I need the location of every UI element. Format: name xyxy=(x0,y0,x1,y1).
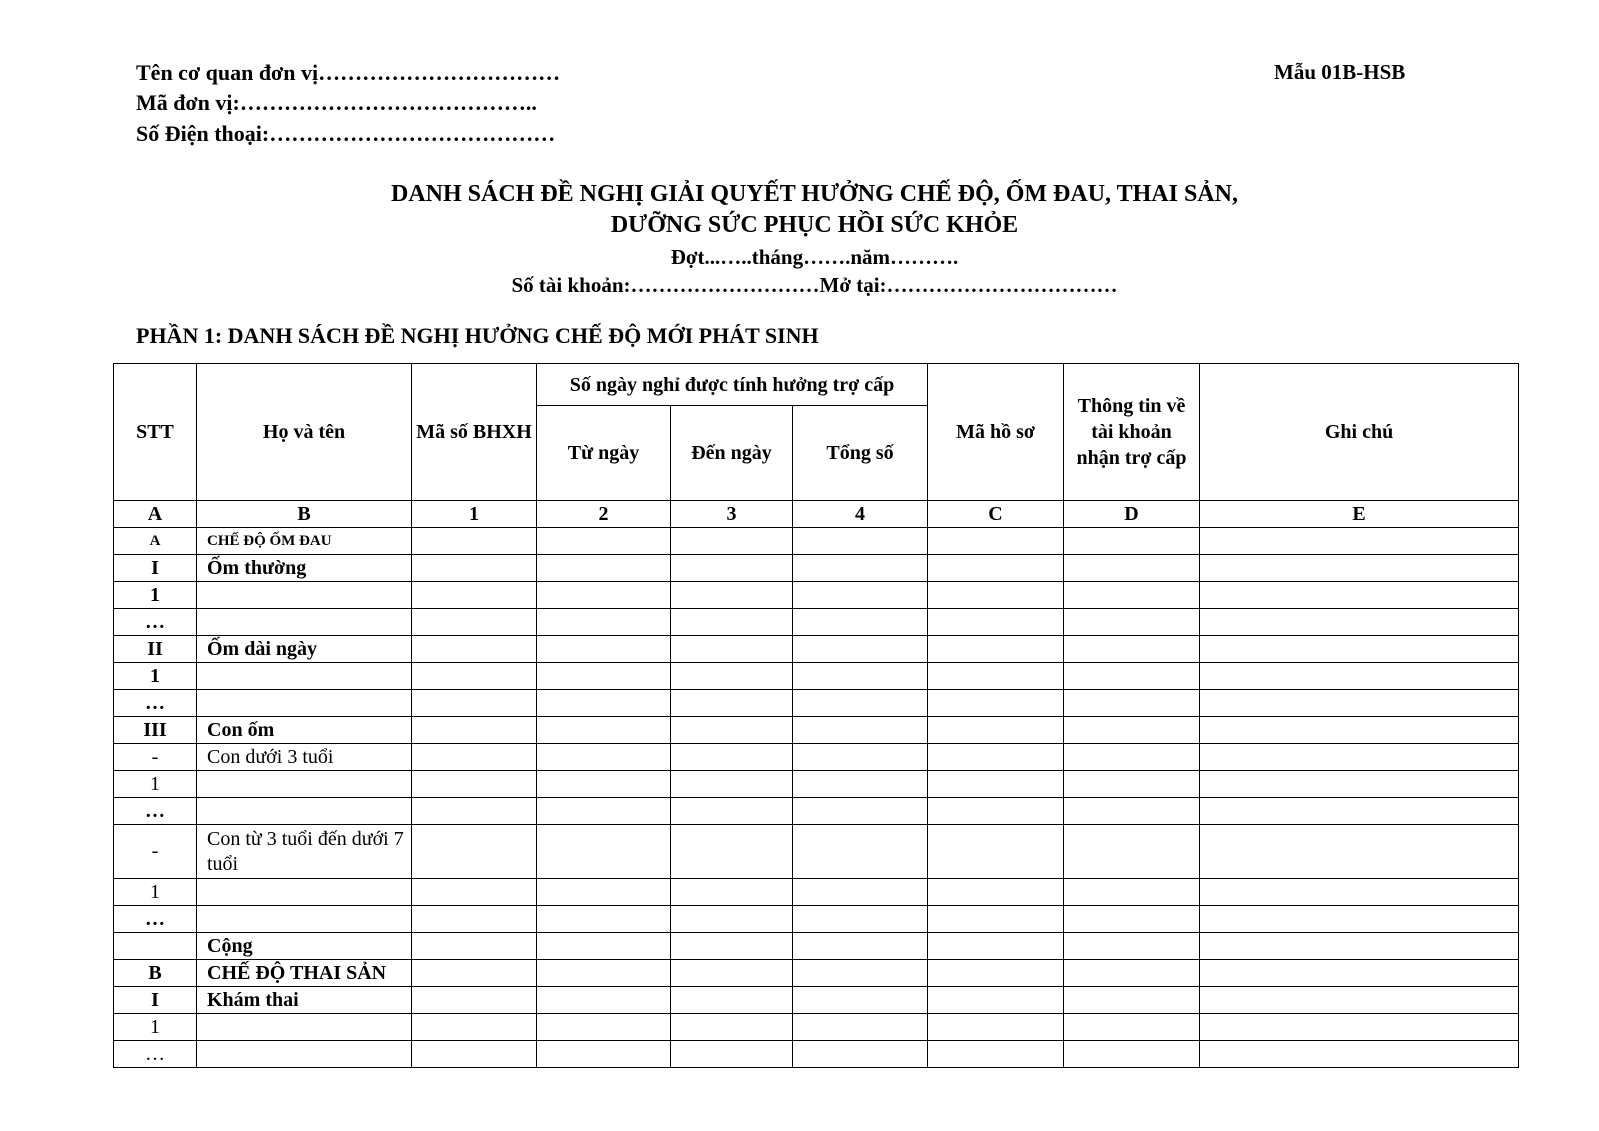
empty-cell xyxy=(793,771,928,798)
row-name: Khám thai xyxy=(197,987,412,1014)
column-letter: E xyxy=(1200,501,1519,528)
empty-cell xyxy=(1064,609,1200,636)
row-stt xyxy=(114,933,197,960)
empty-cell xyxy=(537,582,671,609)
document-title-line1: DANH SÁCH ĐỀ NGHỊ GIẢI QUYẾT HƯỞNG CHẾ ĐỘ, ỐM ĐAU, THAI SẢN, xyxy=(391,181,1238,207)
empty-cell xyxy=(671,582,793,609)
row-stt: … xyxy=(114,798,197,825)
empty-cell xyxy=(412,798,537,825)
empty-cell xyxy=(537,798,671,825)
empty-cell xyxy=(1200,636,1519,663)
row-name: Cộng xyxy=(197,933,412,960)
empty-cell xyxy=(1200,555,1519,582)
empty-cell xyxy=(928,1014,1064,1041)
header-to-date: Đến ngày xyxy=(671,406,793,501)
header-note: Ghi chú xyxy=(1200,364,1519,501)
empty-cell xyxy=(412,825,537,879)
row-stt: … xyxy=(114,1041,197,1068)
empty-cell xyxy=(671,690,793,717)
empty-cell xyxy=(412,663,537,690)
empty-cell xyxy=(1064,1041,1200,1068)
empty-cell xyxy=(1200,717,1519,744)
row-stt: 1 xyxy=(114,771,197,798)
empty-cell xyxy=(412,987,537,1014)
empty-cell xyxy=(1200,744,1519,771)
empty-cell xyxy=(537,960,671,987)
phone-line: Số Điện thoại:………………………………… xyxy=(136,121,556,146)
empty-cell xyxy=(928,528,1064,555)
empty-cell xyxy=(1064,771,1200,798)
empty-cell xyxy=(793,663,928,690)
empty-cell xyxy=(928,555,1064,582)
empty-cell xyxy=(537,690,671,717)
empty-cell xyxy=(412,906,537,933)
row-name xyxy=(197,879,412,906)
row-stt: 1 xyxy=(114,663,197,690)
header-from-date: Từ ngày xyxy=(537,406,671,501)
empty-cell xyxy=(537,609,671,636)
column-letter: A xyxy=(114,501,197,528)
empty-cell xyxy=(793,744,928,771)
row-name xyxy=(197,690,412,717)
row-name: CHẾ ĐỘ THAI SẢN xyxy=(197,960,412,987)
empty-cell xyxy=(537,933,671,960)
empty-cell xyxy=(928,771,1064,798)
empty-cell xyxy=(928,798,1064,825)
header-name: Họ và tên xyxy=(197,364,412,501)
empty-cell xyxy=(671,663,793,690)
empty-cell xyxy=(1200,609,1519,636)
empty-cell xyxy=(537,987,671,1014)
empty-cell xyxy=(928,582,1064,609)
empty-cell xyxy=(671,798,793,825)
empty-cell xyxy=(1064,582,1200,609)
row-stt: - xyxy=(114,825,197,879)
row-stt: III xyxy=(114,717,197,744)
empty-cell xyxy=(412,582,537,609)
row-name xyxy=(197,1041,412,1068)
row-name: Con ốm xyxy=(197,717,412,744)
empty-cell xyxy=(412,771,537,798)
column-letter: C xyxy=(928,501,1064,528)
empty-cell xyxy=(537,906,671,933)
empty-cell xyxy=(793,1041,928,1068)
empty-cell xyxy=(412,1014,537,1041)
empty-cell xyxy=(1064,744,1200,771)
empty-cell xyxy=(537,1014,671,1041)
empty-cell xyxy=(1064,879,1200,906)
org-name-line: Tên cơ quan đơn vị…………………………… xyxy=(136,60,561,85)
empty-cell xyxy=(1200,663,1519,690)
empty-cell xyxy=(412,879,537,906)
empty-cell xyxy=(1064,798,1200,825)
row-stt: 1 xyxy=(114,879,197,906)
row-stt: I xyxy=(114,555,197,582)
empty-cell xyxy=(793,933,928,960)
empty-cell xyxy=(928,906,1064,933)
column-letter: D xyxy=(1064,501,1200,528)
row-stt: 1 xyxy=(114,582,197,609)
empty-cell xyxy=(1064,636,1200,663)
empty-cell xyxy=(793,906,928,933)
row-name xyxy=(197,582,412,609)
empty-cell xyxy=(928,609,1064,636)
empty-cell xyxy=(928,744,1064,771)
empty-cell xyxy=(793,636,928,663)
empty-cell xyxy=(412,609,537,636)
empty-cell xyxy=(671,987,793,1014)
empty-cell xyxy=(928,987,1064,1014)
empty-cell xyxy=(928,879,1064,906)
empty-cell xyxy=(793,987,928,1014)
empty-cell xyxy=(537,663,671,690)
empty-cell xyxy=(537,528,671,555)
empty-cell xyxy=(671,717,793,744)
empty-cell xyxy=(793,1014,928,1041)
empty-cell xyxy=(793,690,928,717)
row-stt: … xyxy=(114,609,197,636)
empty-cell xyxy=(1064,1014,1200,1041)
empty-cell xyxy=(793,879,928,906)
header-total: Tổng số xyxy=(793,406,928,501)
empty-cell xyxy=(1200,933,1519,960)
empty-cell xyxy=(1200,528,1519,555)
row-stt: II xyxy=(114,636,197,663)
header-account-info: Thông tin về tài khoản nhận trợ cấp xyxy=(1064,364,1200,501)
empty-cell xyxy=(928,717,1064,744)
empty-cell xyxy=(928,960,1064,987)
row-stt: 1 xyxy=(114,1014,197,1041)
empty-cell xyxy=(537,744,671,771)
empty-cell xyxy=(1200,879,1519,906)
empty-cell xyxy=(671,528,793,555)
empty-cell xyxy=(671,1041,793,1068)
column-letter: B xyxy=(197,501,412,528)
header-stt: STT xyxy=(114,364,197,501)
empty-cell xyxy=(1200,582,1519,609)
column-letter: 1 xyxy=(412,501,537,528)
empty-cell xyxy=(671,933,793,960)
row-name: CHẾ ĐỘ ỐM ĐAU xyxy=(197,528,412,555)
row-name: Con dưới 3 tuổi xyxy=(197,744,412,771)
empty-cell xyxy=(793,798,928,825)
empty-cell xyxy=(537,825,671,879)
empty-cell xyxy=(412,1041,537,1068)
empty-cell xyxy=(928,690,1064,717)
unit-code-line: Mã đơn vị:………………………………….. xyxy=(136,90,537,115)
column-letter: 3 xyxy=(671,501,793,528)
empty-cell xyxy=(1064,663,1200,690)
row-name xyxy=(197,609,412,636)
row-name xyxy=(197,1014,412,1041)
empty-cell xyxy=(793,582,928,609)
empty-cell xyxy=(412,933,537,960)
account-line: Số tài khoản:………………………Mở tại:…………………………… xyxy=(511,273,1118,297)
empty-cell xyxy=(1064,690,1200,717)
empty-cell xyxy=(928,636,1064,663)
empty-cell xyxy=(412,555,537,582)
empty-cell xyxy=(1200,690,1519,717)
empty-cell xyxy=(928,825,1064,879)
header-file-code: Mã hồ sơ xyxy=(928,364,1064,501)
empty-cell xyxy=(793,528,928,555)
row-name xyxy=(197,771,412,798)
row-stt: - xyxy=(114,744,197,771)
empty-cell xyxy=(671,609,793,636)
empty-cell xyxy=(537,771,671,798)
empty-cell xyxy=(537,636,671,663)
document-title-line2: DƯỠNG SỨC PHỤC HỒI SỨC KHỎE xyxy=(610,212,1019,238)
row-stt: … xyxy=(114,690,197,717)
empty-cell xyxy=(1064,933,1200,960)
empty-cell xyxy=(1064,717,1200,744)
empty-cell xyxy=(1200,906,1519,933)
empty-cell xyxy=(671,960,793,987)
row-name xyxy=(197,798,412,825)
empty-cell xyxy=(1200,771,1519,798)
empty-cell xyxy=(1200,1041,1519,1068)
empty-cell xyxy=(793,717,928,744)
row-stt: I xyxy=(114,987,197,1014)
empty-cell xyxy=(1064,906,1200,933)
empty-cell xyxy=(671,825,793,879)
empty-cell xyxy=(1064,528,1200,555)
row-name: Con từ 3 tuổi đến dưới 7 tuổi xyxy=(197,825,412,879)
section-title: PHẦN 1: DANH SÁCH ĐỀ NGHỊ HƯỞNG CHẾ ĐỘ MỚI PHÁT SINH xyxy=(136,323,819,348)
empty-cell xyxy=(928,1041,1064,1068)
empty-cell xyxy=(671,1014,793,1041)
benefit-list-table xyxy=(113,363,1519,1068)
row-name xyxy=(197,663,412,690)
empty-cell xyxy=(1064,825,1200,879)
empty-cell xyxy=(1064,987,1200,1014)
empty-cell xyxy=(412,690,537,717)
row-name xyxy=(197,906,412,933)
empty-cell xyxy=(537,879,671,906)
empty-cell xyxy=(1200,987,1519,1014)
row-stt: A xyxy=(114,528,197,555)
empty-cell xyxy=(412,717,537,744)
header-days-group: Số ngày nghỉ được tính hưởng trợ cấp xyxy=(537,364,928,406)
empty-cell xyxy=(412,744,537,771)
empty-cell xyxy=(928,933,1064,960)
form-code: Mẫu 01B-HSB xyxy=(1274,60,1406,84)
empty-cell xyxy=(671,555,793,582)
empty-cell xyxy=(537,1041,671,1068)
empty-cell xyxy=(671,906,793,933)
empty-cell xyxy=(1200,1014,1519,1041)
row-name: Ốm dài ngày xyxy=(197,636,412,663)
empty-cell xyxy=(1200,960,1519,987)
row-name: Ốm thường xyxy=(197,555,412,582)
empty-cell xyxy=(537,555,671,582)
empty-cell xyxy=(793,555,928,582)
empty-cell xyxy=(1200,825,1519,879)
empty-cell xyxy=(1200,798,1519,825)
empty-cell xyxy=(412,636,537,663)
empty-cell xyxy=(793,960,928,987)
row-stt: … xyxy=(114,906,197,933)
empty-cell xyxy=(1064,960,1200,987)
period-line: Đợt...…..tháng…….năm………. xyxy=(670,245,959,269)
empty-cell xyxy=(928,663,1064,690)
empty-cell xyxy=(1064,555,1200,582)
row-stt: B xyxy=(114,960,197,987)
empty-cell xyxy=(412,528,537,555)
column-letter: 2 xyxy=(537,501,671,528)
column-letter: 4 xyxy=(793,501,928,528)
empty-cell xyxy=(671,879,793,906)
empty-cell xyxy=(671,744,793,771)
header-bhxh-code: Mã số BHXH xyxy=(412,364,537,501)
empty-cell xyxy=(671,771,793,798)
empty-cell xyxy=(793,609,928,636)
empty-cell xyxy=(793,825,928,879)
empty-cell xyxy=(671,636,793,663)
empty-cell xyxy=(412,960,537,987)
empty-cell xyxy=(537,717,671,744)
